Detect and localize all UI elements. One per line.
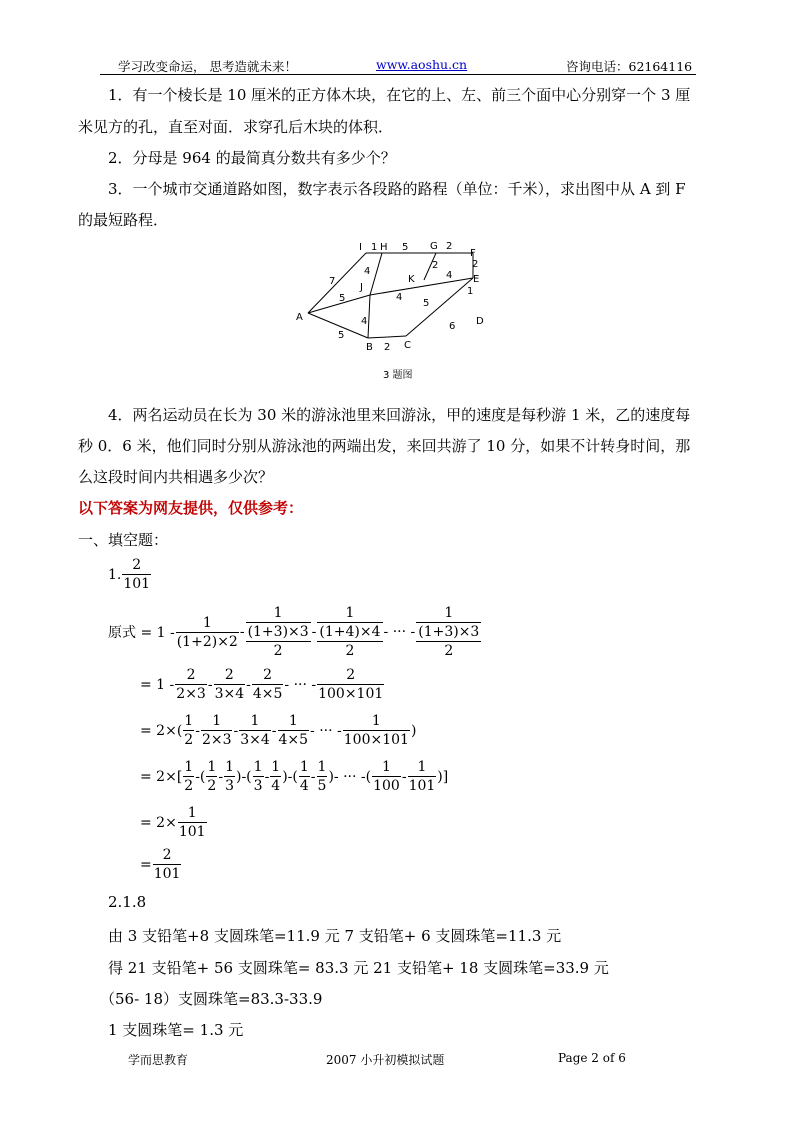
- solution-step-5: = $\frac{2}{101}$: [140, 847, 181, 882]
- answer1-result: 1. $\frac{2}{101}$: [108, 557, 151, 592]
- footer-center: 2007 小升初模拟试题: [326, 1053, 445, 1067]
- footer-page-number: Page 2 of 6: [558, 1051, 626, 1065]
- edge-aj: 5: [339, 293, 346, 304]
- answer2-line4: 1 支圆珠笔= 1.3 元: [108, 1021, 244, 1039]
- answers-title: 以下答案为网友提供，仅供参考：: [78, 499, 304, 517]
- edge-ih: 1: [371, 242, 378, 253]
- solution-step-1: = 1 - $\frac{2}{2\times 3}$ - $\frac{2}{3\times 4}$ - $\frac{2}{4\times 5}$ - ··· - $\frac{2}{100\times 101}$: [140, 667, 384, 702]
- edge-fe: 2: [472, 259, 479, 270]
- q3-line1: 3．一个城市交通道路如图，数字表示各段路的路程（单位：千米），求出图中从 A 到 F: [108, 180, 686, 198]
- node-g: G: [430, 241, 438, 252]
- answer2-line1: 由 3 支铅笔+8 支圆珠笔=11.9 元 7 支铅笔+ 6 支圆珠笔=11.3 元: [108, 927, 562, 945]
- edge-ec: 1: [467, 286, 474, 297]
- node-j: J: [360, 282, 363, 293]
- solution-step-0: 原式 = 1 - $\frac{1}{(1+2)\times 2}$ - 1 (1+3)×3 2 - 1 (1+4)×4 2 - ··· - 1 (1+3)×3 2: [108, 605, 480, 659]
- edge-bc: 2: [384, 342, 391, 353]
- edge-hj: 4: [364, 266, 371, 277]
- solution-step-2: = 2×( $\frac{1}{2}$ - $\frac{1}{2\times 3}$ - $\frac{1}{3\times 4}$ - $\frac{1}{4\times 5}$ - ··· - $\frac{1}{100\times 101}$ ): [140, 713, 417, 748]
- q1-line1: 1．有一个棱长是 10 厘米的正方体木块，在它的上、左、前三个面中心分别穿一个 3 厘: [108, 86, 691, 104]
- q1-line2: 米见方的孔，直至对面．求穿孔后木块的体积．: [78, 118, 394, 136]
- figure-caption: 3 题图: [383, 370, 413, 381]
- header-phone: 咨询电话：62164116: [566, 59, 693, 74]
- header-rule: [100, 74, 696, 75]
- node-k: K: [408, 274, 415, 285]
- q4-line2: 秒 0．6 米，他们同时分别从游泳池的两端出发，来回共游了 10 分，如果不计转身时间，那: [78, 437, 691, 455]
- q4-line3: 么这段时间内共相遇多少次？: [78, 468, 274, 486]
- node-b: B: [366, 342, 373, 353]
- node-labels: [296, 241, 484, 353]
- edge-je: 4: [396, 292, 403, 303]
- edge-gf: 2: [446, 241, 453, 252]
- q3-line2: 的最短路程．: [78, 211, 169, 229]
- edge-jb: 4: [361, 316, 368, 327]
- node-i: I: [359, 242, 362, 253]
- answer2-head: 2.1.8: [108, 893, 147, 911]
- edge-ab: 5: [338, 330, 345, 341]
- edge-hg: 5: [402, 242, 409, 253]
- road-map-figure: [296, 238, 496, 358]
- node-f: F: [470, 248, 476, 259]
- solution-step-4: = 2× $\frac{1}{101}$: [140, 805, 206, 840]
- section-fill-blank: 一、填空题：: [78, 531, 169, 549]
- answer1-label: 1.: [108, 566, 122, 583]
- node-c: C: [404, 340, 411, 351]
- solution-step-3: = 2×[ $\frac{1}{2}$ -( $\frac{1}{2}$ - $\frac{1}{3}$ )-( $\frac{1}{3}$ - $\frac{1}{4}$ )-( $\frac{1}{4}$ - $\frac{1}{5}$ )- ··· -( $\frac{1}{100}$ - $\frac{1}{101}$ ) ]: [140, 759, 449, 794]
- answer2-line2: 得 21 支铅笔+ 56 支圆珠笔= 83.3 元 21 支铅笔+ 18 支圆珠笔=33.9 元: [108, 959, 609, 977]
- header-site-link[interactable]: [376, 57, 467, 72]
- site-link[interactable]: www.aoshu.cn: [376, 57, 468, 72]
- node-h: H: [380, 242, 388, 253]
- edge-cd: 6: [449, 321, 456, 332]
- edge-ai: 7: [329, 276, 336, 287]
- header-slogan: 学习改变命运， 思考造就未来！: [118, 59, 297, 74]
- footer-left: 学而思教育: [128, 1053, 189, 1067]
- edge-ke: 4: [446, 270, 453, 281]
- edge-kc: 5: [423, 298, 430, 309]
- node-a: A: [296, 312, 303, 323]
- q4-line1: 4．两名运动员在长为 30 米的游泳池里来回游泳，甲的速度是每秒游 1 米，乙的速度每: [108, 406, 691, 424]
- answer2-line3: （56- 18）支圆珠笔=83.3-33.9: [100, 990, 323, 1008]
- node-d: D: [476, 316, 484, 327]
- node-e: E: [473, 274, 480, 285]
- edge-gk: 2: [432, 260, 439, 271]
- q2: 2．分母是 964 的最简真分数共有多少个？: [108, 149, 396, 167]
